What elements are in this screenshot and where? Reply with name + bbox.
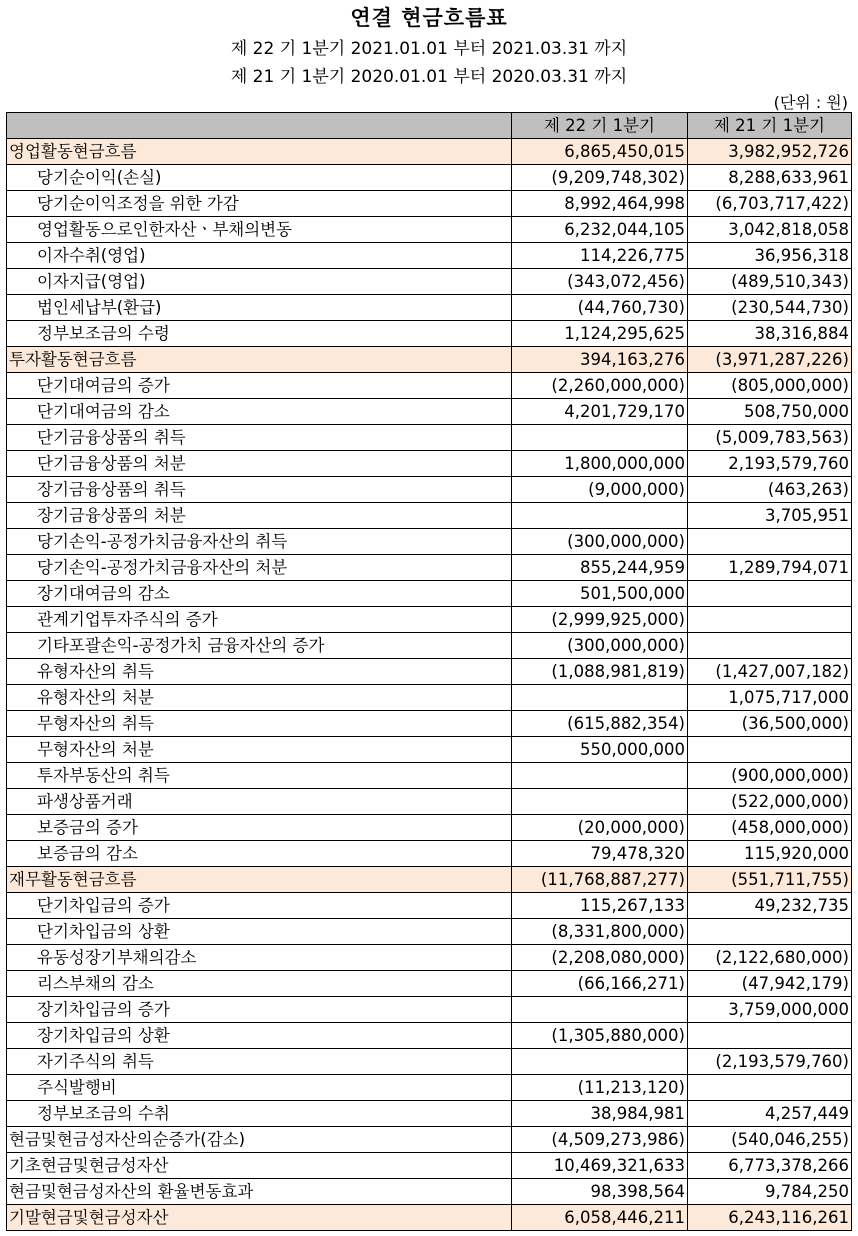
row-label: 단기금융상품의 취득 [7, 425, 512, 451]
table-row-section [7, 1205, 852, 1231]
table-row [7, 971, 852, 997]
table-row [7, 1049, 852, 1075]
table-row-section [7, 1153, 852, 1179]
cash-flow-table [6, 112, 852, 1231]
prior-period-value: (522,000,000) [688, 789, 852, 815]
table-row [7, 1075, 852, 1101]
current-period-value: 6,865,450,015 [512, 139, 688, 165]
prior-period-value: (47,942,179) [688, 971, 852, 997]
prior-period-value: (1,427,007,182) [688, 659, 852, 685]
unit-label: (단위 : 원) [773, 93, 848, 112]
table-row [7, 815, 852, 841]
row-label: 주식발행비 [7, 1075, 512, 1101]
table-row [7, 191, 852, 217]
prior-period-value: 9,784,250 [688, 1179, 852, 1205]
prior-period-value [688, 1075, 852, 1101]
table-row [7, 243, 852, 269]
row-label: 법인세납부(환급) [7, 295, 512, 321]
table-row [7, 217, 852, 243]
header-item [7, 113, 512, 139]
prior-period-value: (230,544,730) [688, 295, 852, 321]
current-period-value: 394,163,276 [512, 347, 688, 373]
row-label: 기초현금및현금성자산 [7, 1153, 512, 1179]
current-period-value [512, 997, 688, 1023]
statement-title: 연결 현금흐름표 [350, 6, 508, 30]
current-period-value: (1,305,880,000) [512, 1023, 688, 1049]
table-row [7, 451, 852, 477]
row-label: 현금및현금성자산의 환율변동효과 [7, 1179, 512, 1205]
prior-period-value: 49,232,735 [688, 893, 852, 919]
current-period-value: (343,072,456) [512, 269, 688, 295]
current-period-value: 855,244,959 [512, 555, 688, 581]
current-period-value: (300,000,000) [512, 633, 688, 659]
row-label: 당기순이익조정을 위한 가감 [7, 191, 512, 217]
table-row [7, 685, 852, 711]
prior-period-value: 36,956,318 [688, 243, 852, 269]
row-label: 재무활동현금흐름 [7, 867, 512, 893]
row-label: 당기순이익(손실) [7, 165, 512, 191]
prior-period-value: 3,705,951 [688, 503, 852, 529]
prior-period-value: 3,759,000,000 [688, 997, 852, 1023]
row-label: 장기금융상품의 취득 [7, 477, 512, 503]
current-period-value: (2,208,080,000) [512, 945, 688, 971]
table-row [7, 711, 852, 737]
prior-period-value: 508,750,000 [688, 399, 852, 425]
prior-period-value: (805,000,000) [688, 373, 852, 399]
current-period-value: (2,999,925,000) [512, 607, 688, 633]
current-period-value: 8,992,464,998 [512, 191, 688, 217]
prior-period-value: 115,920,000 [688, 841, 852, 867]
current-period-value: (9,000,000) [512, 477, 688, 503]
table-row [7, 425, 852, 451]
row-label: 현금및현금성자산의순증가(감소) [7, 1127, 512, 1153]
current-period-value: 115,267,133 [512, 893, 688, 919]
row-label: 유형자산의 취득 [7, 659, 512, 685]
current-period-value: 114,226,775 [512, 243, 688, 269]
row-label: 유동성장기부채의감소 [7, 945, 512, 971]
table-row [7, 919, 852, 945]
table-row [7, 659, 852, 685]
prior-period-value: (2,193,579,760) [688, 1049, 852, 1075]
prior-period-value: (36,500,000) [688, 711, 852, 737]
prior-period-value: 1,289,794,071 [688, 555, 852, 581]
prior-period-value [688, 737, 852, 763]
current-period-value [512, 685, 688, 711]
current-period-value: 6,232,044,105 [512, 217, 688, 243]
table-row [7, 1023, 852, 1049]
current-period-value [512, 503, 688, 529]
prior-period-value [688, 919, 852, 945]
row-label: 영업활동현금흐름 [7, 139, 512, 165]
table-row [7, 503, 852, 529]
row-label: 단기금융상품의 처분 [7, 451, 512, 477]
prior-period-value: 3,982,952,726 [688, 139, 852, 165]
row-label: 이자지급(영업) [7, 269, 512, 295]
table-row [7, 737, 852, 763]
current-period-value: 1,800,000,000 [512, 451, 688, 477]
current-period-value: 98,398,564 [512, 1179, 688, 1205]
prior-period-value [688, 633, 852, 659]
current-period-value [512, 1049, 688, 1075]
current-period-value: 10,469,321,633 [512, 1153, 688, 1179]
current-period-value: (1,088,981,819) [512, 659, 688, 685]
table-row [7, 295, 852, 321]
row-label: 기말현금및현금성자산 [7, 1205, 512, 1231]
period-prior: 제 21 기 1분기 2020.01.01 부터 2020.03.31 까지 [230, 67, 628, 87]
table-row [7, 945, 852, 971]
current-period-value [512, 789, 688, 815]
row-label: 투자활동현금흐름 [7, 347, 512, 373]
row-label: 무형자산의 취득 [7, 711, 512, 737]
prior-period-value: (458,000,000) [688, 815, 852, 841]
prior-period-value [688, 529, 852, 555]
prior-period-value: (900,000,000) [688, 763, 852, 789]
prior-period-value: 2,193,579,760 [688, 451, 852, 477]
period-current: 제 22 기 1분기 2021.01.01 부터 2021.03.31 까지 [230, 39, 628, 59]
prior-period-value [688, 607, 852, 633]
row-label: 단기대여금의 증가 [7, 373, 512, 399]
prior-period-value: 3,042,818,058 [688, 217, 852, 243]
row-label: 장기차입금의 증가 [7, 997, 512, 1023]
row-label: 보증금의 감소 [7, 841, 512, 867]
row-label: 이자수취(영업) [7, 243, 512, 269]
row-label: 리스부채의 감소 [7, 971, 512, 997]
current-period-value: (2,260,000,000) [512, 373, 688, 399]
prior-period-value: 38,316,884 [688, 321, 852, 347]
row-label: 단기대여금의 감소 [7, 399, 512, 425]
row-label: 당기손익-공정가치금융자산의 취득 [7, 529, 512, 555]
row-label: 자기주식의 취득 [7, 1049, 512, 1075]
row-label: 단기차입금의 증가 [7, 893, 512, 919]
prior-period-value: (551,711,755) [688, 867, 852, 893]
table-row-section [7, 347, 852, 373]
table-row [7, 997, 852, 1023]
row-label: 기타포괄손익-공정가치 금융자산의 증가 [7, 633, 512, 659]
prior-period-value: 6,243,116,261 [688, 1205, 852, 1231]
current-period-value: 38,984,981 [512, 1101, 688, 1127]
row-label: 정부보조금의 수령 [7, 321, 512, 347]
row-label: 영업활동으로인한자산ㆍ부채의변동 [7, 217, 512, 243]
table-row [7, 321, 852, 347]
prior-period-value: 8,288,633,961 [688, 165, 852, 191]
row-label: 유형자산의 처분 [7, 685, 512, 711]
current-period-value: (11,768,887,277) [512, 867, 688, 893]
table-row [7, 789, 852, 815]
prior-period-value: (463,263) [688, 477, 852, 503]
table-row [7, 477, 852, 503]
prior-period-value: (5,009,783,563) [688, 425, 852, 451]
header-prior-period: 제 21 기 1분기 [688, 113, 852, 139]
current-period-value: 1,124,295,625 [512, 321, 688, 347]
prior-period-value: (489,510,343) [688, 269, 852, 295]
prior-period-value [688, 1023, 852, 1049]
prior-period-value: 1,075,717,000 [688, 685, 852, 711]
row-label: 무형자산의 처분 [7, 737, 512, 763]
row-label: 단기차입금의 상환 [7, 919, 512, 945]
prior-period-value: 4,257,449 [688, 1101, 852, 1127]
row-label: 보증금의 증가 [7, 815, 512, 841]
current-period-value: (9,209,748,302) [512, 165, 688, 191]
current-period-value: (20,000,000) [512, 815, 688, 841]
current-period-value: (44,760,730) [512, 295, 688, 321]
table-row [7, 373, 852, 399]
table-row-section [7, 1179, 852, 1205]
current-period-value: 79,478,320 [512, 841, 688, 867]
table-row [7, 399, 852, 425]
row-label: 관계기업투자주식의 증가 [7, 607, 512, 633]
current-period-value: (4,509,273,986) [512, 1127, 688, 1153]
prior-period-value: 6,773,378,266 [688, 1153, 852, 1179]
table-row [7, 607, 852, 633]
table-header-row [7, 113, 852, 139]
row-label: 파생상품거래 [7, 789, 512, 815]
current-period-value: (11,213,120) [512, 1075, 688, 1101]
table-row [7, 1101, 852, 1127]
current-period-value: 4,201,729,170 [512, 399, 688, 425]
current-period-value [512, 425, 688, 451]
table-row [7, 581, 852, 607]
prior-period-value [688, 581, 852, 607]
current-period-value: (300,000,000) [512, 529, 688, 555]
row-label: 장기대여금의 감소 [7, 581, 512, 607]
prior-period-value: (3,971,287,226) [688, 347, 852, 373]
row-label: 장기금융상품의 처분 [7, 503, 512, 529]
current-period-value: 6,058,446,211 [512, 1205, 688, 1231]
row-label: 당기손익-공정가치금융자산의 처분 [7, 555, 512, 581]
current-period-value: (8,331,800,000) [512, 919, 688, 945]
table-row [7, 893, 852, 919]
current-period-value: (615,882,354) [512, 711, 688, 737]
header-current-period: 제 22 기 1분기 [512, 113, 688, 139]
current-period-value: 501,500,000 [512, 581, 688, 607]
prior-period-value: (2,122,680,000) [688, 945, 852, 971]
prior-period-value: (6,703,717,422) [688, 191, 852, 217]
row-label: 투자부동산의 취득 [7, 763, 512, 789]
table-row [7, 165, 852, 191]
row-label: 정부보조금의 수취 [7, 1101, 512, 1127]
table-row [7, 763, 852, 789]
prior-period-value: (540,046,255) [688, 1127, 852, 1153]
table-row-section [7, 1127, 852, 1153]
table-row [7, 269, 852, 295]
current-period-value: 550,000,000 [512, 737, 688, 763]
table-row-section [7, 139, 852, 165]
current-period-value: (66,166,271) [512, 971, 688, 997]
table-row [7, 555, 852, 581]
table-row [7, 633, 852, 659]
current-period-value [512, 763, 688, 789]
row-label: 장기차입금의 상환 [7, 1023, 512, 1049]
table-row [7, 841, 852, 867]
table-row [7, 529, 852, 555]
table-row-section [7, 867, 852, 893]
